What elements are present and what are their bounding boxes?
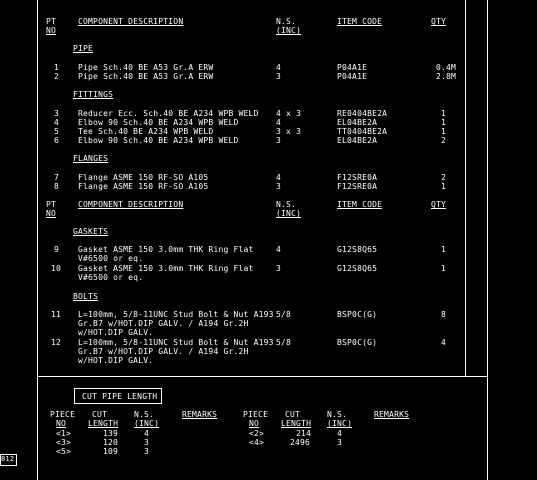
header2-description: COMPONENT DESCRIPTION	[78, 200, 184, 209]
desc-value: Gasket ASME 150 3.0mm THK Ring Flat	[78, 264, 254, 273]
cut-h-no-right: NO	[249, 419, 260, 428]
code-value: P04A1E	[337, 72, 368, 81]
cut-h-ns-right: N.S.	[327, 410, 348, 419]
qty-value: 4	[441, 338, 447, 347]
header-description: COMPONENT DESCRIPTION	[78, 17, 184, 26]
desc-value: Pipe Sch.40 BE A53 Gr.A ERW	[78, 63, 214, 72]
ns-value: 4	[276, 118, 282, 127]
cut-h-cut-left: CUT	[92, 410, 108, 419]
code-value: EL04BE2A	[337, 136, 378, 145]
code-value: F12SRE0A	[337, 182, 378, 191]
header-pt: PT	[46, 17, 57, 26]
cut-h-piece-left: PIECE	[50, 410, 76, 419]
cut-ns: 3	[144, 447, 150, 456]
desc-value: w/HOT.DIP GALV.	[78, 328, 154, 337]
cut-no: <3>	[56, 438, 72, 447]
ns-value: 3	[276, 72, 282, 81]
cut-h-no-left: NO	[56, 419, 67, 428]
code-value: F12SRE0A	[337, 173, 378, 182]
cut-h-inc-left: (INC)	[134, 419, 160, 428]
desc-value: Tee Sch.40 BE A234 WPB WELD	[78, 127, 214, 136]
cut-length: 2496	[290, 438, 311, 447]
ns-value: 4	[276, 63, 282, 72]
section-fittings: FITTINGS	[73, 90, 114, 99]
cut-ns: 4	[144, 429, 150, 438]
desc-value: Gasket ASME 150 3.0mm THK Ring Flat	[78, 245, 254, 254]
cut-length: 214	[296, 429, 312, 438]
cut-no: <5>	[56, 447, 72, 456]
cut-length: 109	[103, 447, 119, 456]
cut-no: <1>	[56, 429, 72, 438]
cut-h-remarks-left: REMARKS	[182, 410, 218, 419]
code-value: RE0404BE2A	[337, 109, 388, 118]
desc-value: L=100mm, 5/8-11UNC Stud Bolt & Nut A193	[78, 338, 274, 347]
pt-value: 11	[51, 310, 62, 319]
header2-qty: QTY	[431, 200, 447, 209]
cut-h-ns-left: N.S.	[134, 410, 155, 419]
side-label: 812	[1, 455, 15, 463]
desc-value: Gr.B7 w/HOT.DIP GALV. / A194 Gr.2H	[78, 319, 249, 328]
inner-right-line	[465, 0, 466, 376]
ns-value: 4	[276, 245, 282, 254]
desc-value: V#6500 or eq.	[78, 273, 144, 282]
code-value: EL04BE2A	[337, 118, 378, 127]
qty-value: 2.8M	[436, 72, 457, 81]
cut-ns: 3	[144, 438, 150, 447]
section-flanges: FLANGES	[73, 154, 109, 163]
ns-value: 3	[276, 182, 282, 191]
pt-value: 7	[54, 173, 60, 182]
ns-value: 3 x 3	[276, 127, 302, 136]
cut-ns: 4	[337, 429, 343, 438]
cut-ns: 3	[337, 438, 343, 447]
header2-ns: N.S.	[276, 200, 297, 209]
qty-value: 2	[441, 136, 447, 145]
desc-value: Pipe Sch.40 BE A53 Gr.A ERW	[78, 72, 214, 81]
cut-h-length-right: LENGTH	[281, 419, 312, 428]
cut-h-cut-right: CUT	[285, 410, 301, 419]
header2-no: NO	[46, 209, 57, 218]
frame-right-line	[487, 0, 488, 480]
pt-value: 3	[54, 109, 60, 118]
pt-value: 5	[54, 127, 60, 136]
ns-value: 5/8	[276, 310, 292, 319]
qty-value: 1	[441, 264, 447, 273]
qty-value: 1	[441, 109, 447, 118]
qty-value: 1	[441, 182, 447, 191]
qty-value: 1	[441, 127, 447, 136]
desc-value: Elbow 90 Sch.40 BE A234 WPB WELD	[78, 136, 239, 145]
desc-value: L=100mm, 5/8-11UNC Stud Bolt & Nut A193	[78, 310, 274, 319]
cut-h-remarks-right: REMARKS	[374, 410, 410, 419]
cut-pipe-length-title: CUT PIPE LENGTH	[82, 392, 158, 401]
section-bolts: BOLTS	[73, 292, 99, 301]
header-ns: N.S.	[276, 17, 297, 26]
header-no: NO	[46, 26, 57, 35]
cut-length: 120	[103, 438, 119, 447]
qty-value: 8	[441, 310, 447, 319]
desc-value: w/HOT.DIP GALV.	[78, 356, 154, 365]
pt-value: 12	[51, 338, 62, 347]
section-gaskets: GASKETS	[73, 227, 109, 236]
ns-value: 3	[276, 264, 282, 273]
cut-h-inc-right: (INC)	[327, 419, 353, 428]
ns-value: 5/8	[276, 338, 292, 347]
pt-value: 8	[54, 182, 60, 191]
desc-value: Elbow 90 Sch.40 BE A234 WPB WELD	[78, 118, 239, 127]
header-qty: QTY	[431, 17, 447, 26]
code-value: P04A1E	[337, 63, 368, 72]
pt-value: 4	[54, 118, 60, 127]
header-inc: (INC)	[276, 26, 302, 35]
pt-value: 10	[51, 264, 62, 273]
pt-value: 1	[54, 63, 60, 72]
cut-length: 139	[103, 429, 119, 438]
code-value: G12S8Q65	[337, 264, 378, 273]
code-value: BSP0C(G)	[337, 310, 378, 319]
desc-value: Reducer Ecc. Sch.40 BE A234 WPB WELD	[78, 109, 259, 118]
pt-value: 9	[54, 245, 60, 254]
frame-left-line	[37, 0, 38, 480]
desc-value: Flange ASME 150 RF-SO A105	[78, 173, 209, 182]
cut-h-length-left: LENGTH	[88, 419, 119, 428]
code-value: G12S8Q65	[337, 245, 378, 254]
ns-value: 4 x 3	[276, 109, 302, 118]
cut-no: <2>	[249, 429, 265, 438]
desc-value: V#6500 or eq.	[78, 254, 144, 263]
cut-no: <4>	[249, 438, 265, 447]
section-pipe: PIPE	[73, 44, 94, 53]
frame-divider-line	[37, 376, 488, 377]
qty-value: 2	[441, 173, 447, 182]
pt-value: 2	[54, 72, 60, 81]
desc-value: Gr.B7 w/HOT.DIP GALV. / A194 Gr.2H	[78, 347, 249, 356]
desc-value: Flange ASME 150 RF-SO A105	[78, 182, 209, 191]
header2-inc: (INC)	[276, 209, 302, 218]
qty-value: 0.4M	[436, 63, 457, 72]
code-value: TT0404BE2A	[337, 127, 388, 136]
pt-value: 6	[54, 136, 60, 145]
ns-value: 4	[276, 173, 282, 182]
code-value: BSP0C(G)	[337, 338, 378, 347]
qty-value: 1	[441, 245, 447, 254]
qty-value: 1	[441, 118, 447, 127]
header2-pt: PT	[46, 200, 57, 209]
header2-item-code: ITEM CODE	[337, 200, 383, 209]
ns-value: 3	[276, 136, 282, 145]
cut-h-piece-right: PIECE	[243, 410, 269, 419]
header-item-code: ITEM CODE	[337, 17, 383, 26]
